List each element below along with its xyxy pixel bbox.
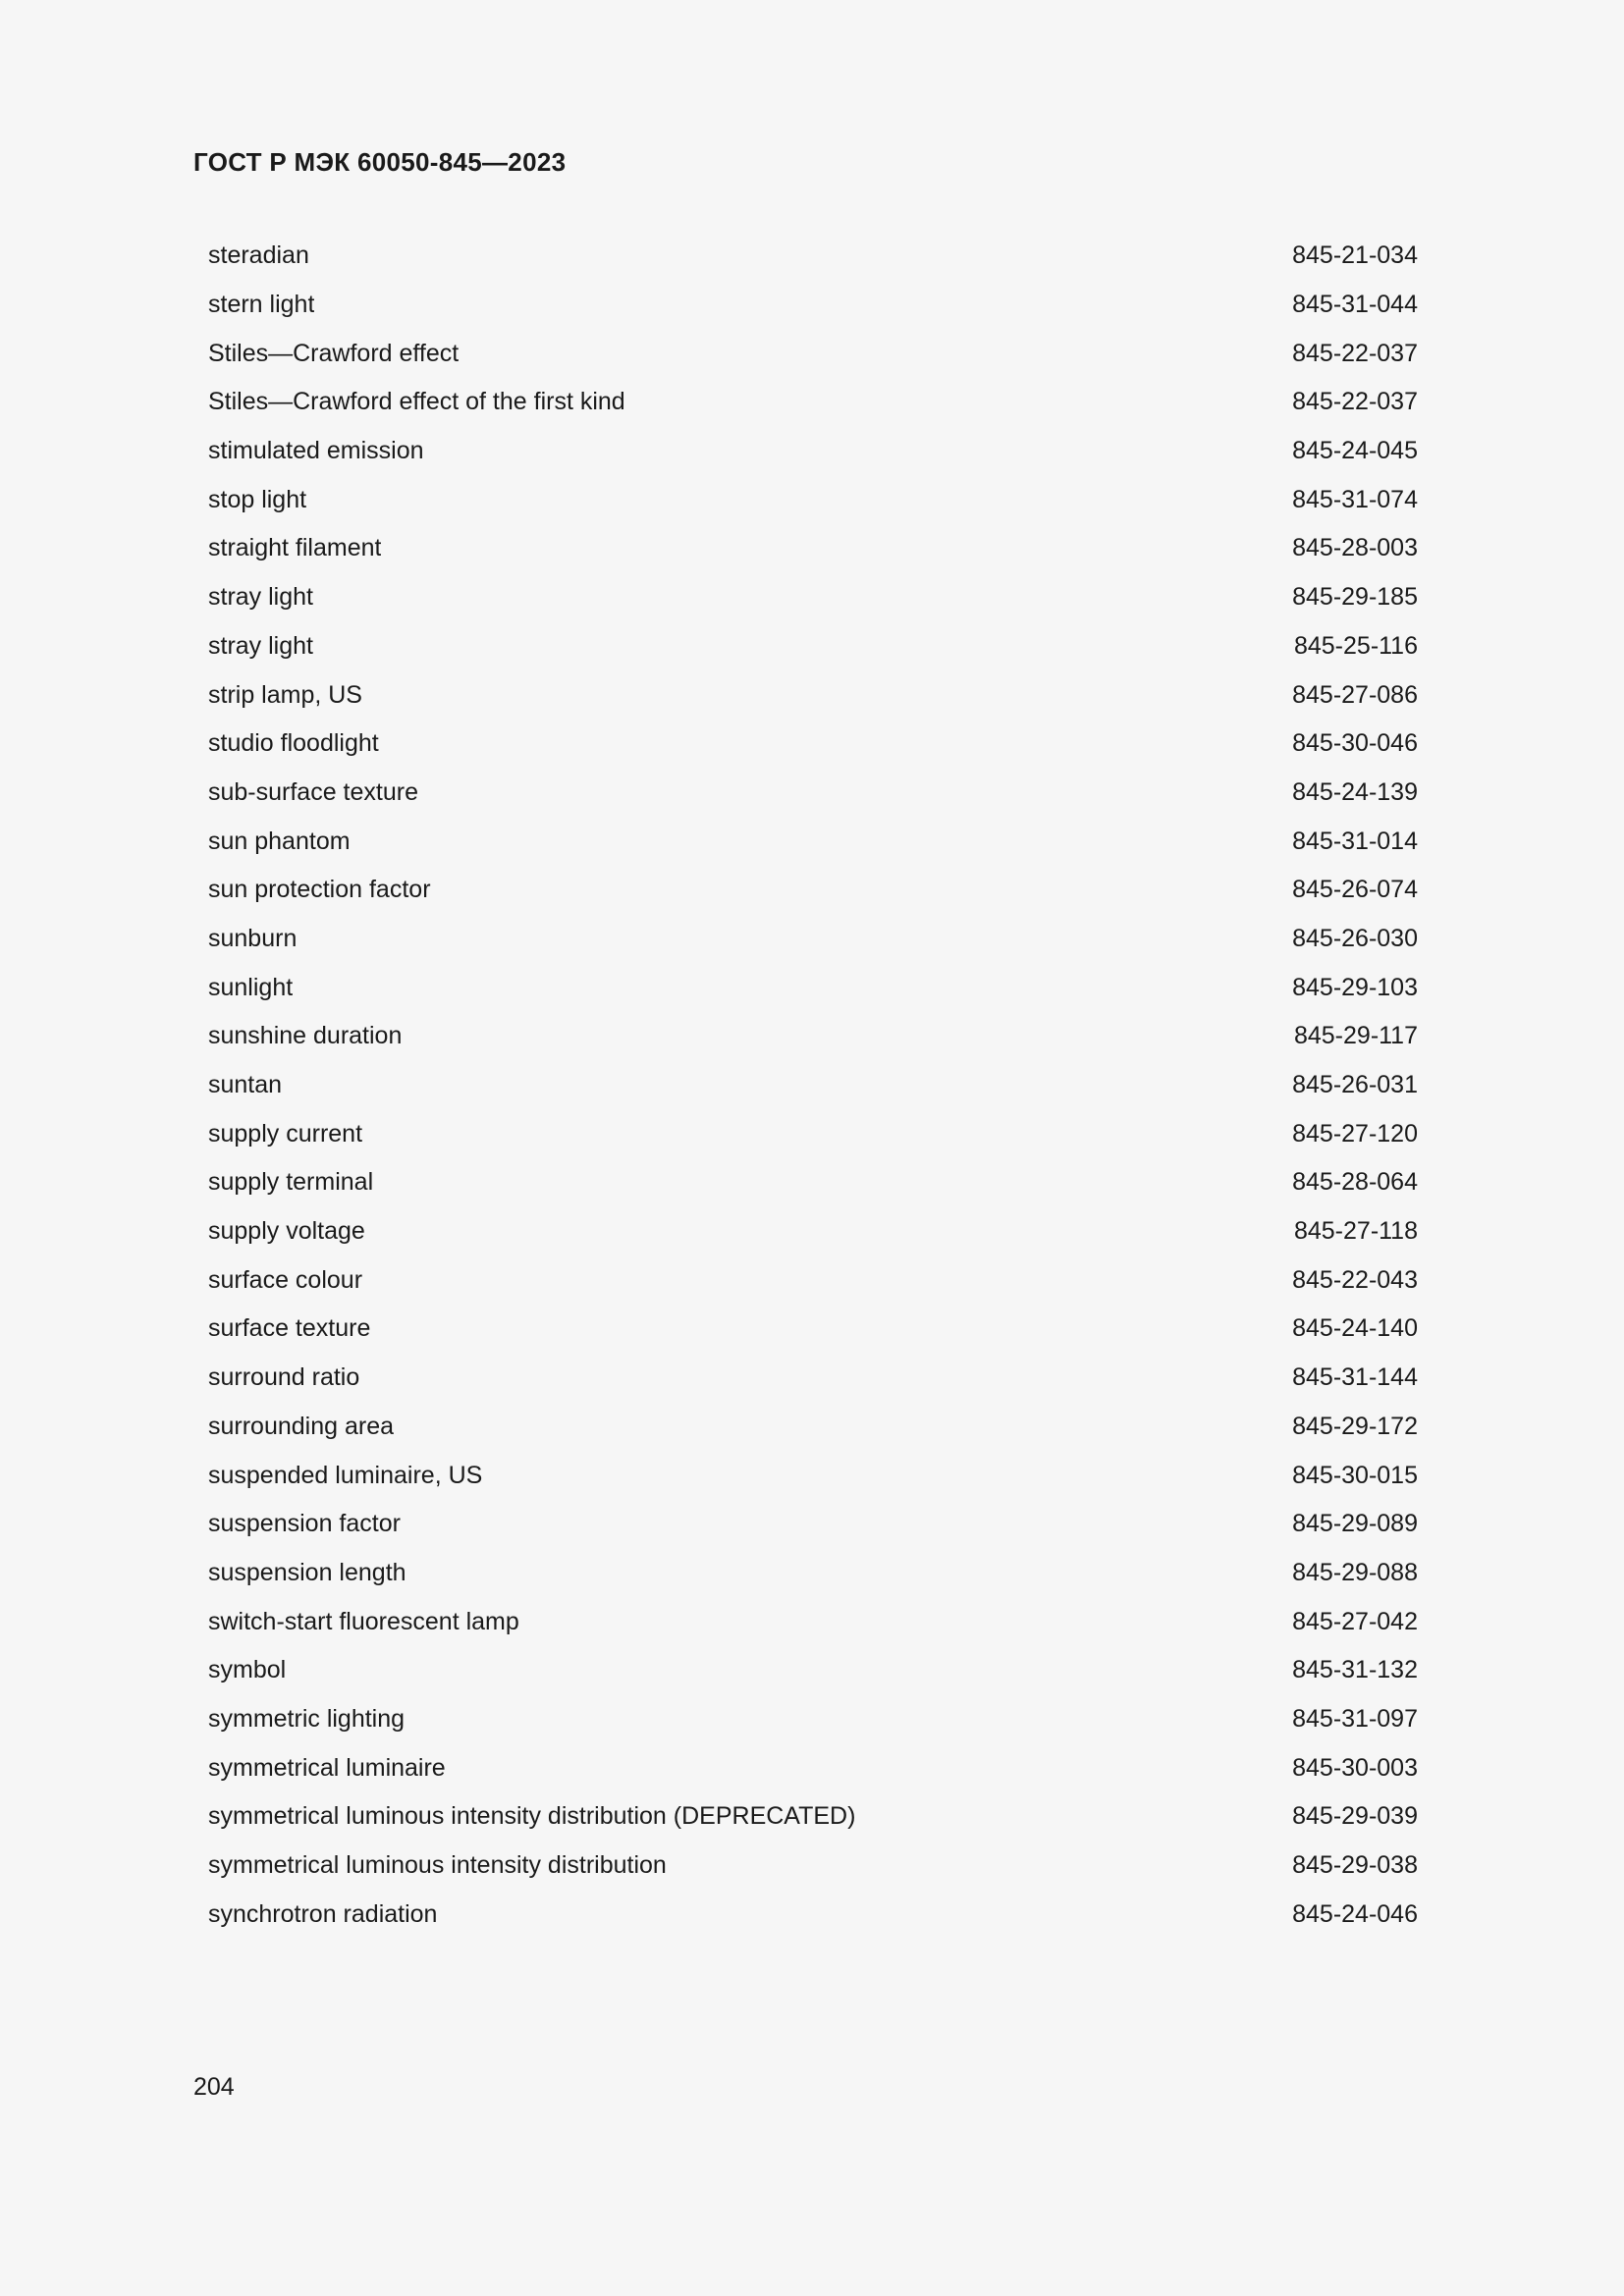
term-row <box>208 1451 1418 1500</box>
term-code: 845-27-086 <box>1292 680 1418 709</box>
term-code: 845-24-140 <box>1292 1314 1418 1343</box>
term-code: 845-31-074 <box>1292 485 1418 513</box>
term-name: supply terminal <box>208 1168 374 1197</box>
term-name: suspended luminaire, US <box>208 1461 483 1489</box>
term-row <box>208 1646 1418 1695</box>
term-name: sunlight <box>208 973 294 1001</box>
term-name: symmetric lighting <box>208 1704 406 1733</box>
term-code: 845-31-097 <box>1292 1704 1418 1733</box>
term-row <box>208 1255 1418 1305</box>
term-name: supply current <box>208 1119 363 1148</box>
term-name: synchrotron radiation <box>208 1899 438 1928</box>
term-row <box>208 769 1418 818</box>
term-code: 845-27-120 <box>1292 1119 1418 1148</box>
term-row <box>208 232 1418 281</box>
term-code: 845-21-034 <box>1292 241 1418 270</box>
term-row <box>208 1890 1418 1939</box>
term-row <box>208 1354 1418 1403</box>
term-name: sun protection factor <box>208 876 431 904</box>
term-code: 845-28-064 <box>1292 1168 1418 1197</box>
term-row <box>208 1061 1418 1110</box>
term-row <box>208 1549 1418 1598</box>
term-code: 845-25-116 <box>1293 631 1418 660</box>
term-row <box>208 573 1418 622</box>
term-code: 845-29-088 <box>1292 1558 1418 1586</box>
term-row <box>208 1500 1418 1549</box>
term-name: surface colour <box>208 1265 363 1294</box>
term-index-list <box>208 232 1418 1939</box>
term-code: 845-26-031 <box>1292 1071 1418 1099</box>
term-row <box>208 915 1418 964</box>
term-code: 845-22-043 <box>1292 1265 1418 1294</box>
term-name: symbol <box>208 1656 287 1684</box>
term-code: 845-26-074 <box>1292 876 1418 904</box>
term-code: 845-29-038 <box>1292 1851 1418 1880</box>
term-row <box>208 1207 1418 1256</box>
term-row <box>208 1305 1418 1354</box>
term-name: sub-surface texture <box>208 777 418 806</box>
term-row <box>208 1695 1418 1744</box>
term-row <box>208 622 1418 671</box>
term-code: 845-22-037 <box>1292 388 1418 416</box>
term-code: 845-24-045 <box>1292 437 1418 465</box>
term-row <box>208 1012 1418 1061</box>
term-row <box>208 1158 1418 1207</box>
term-name: straight filament <box>208 534 382 562</box>
term-name: Stiles—Crawford effect of the first kind <box>208 388 625 416</box>
term-name: stimulated emission <box>208 437 424 465</box>
term-name: surrounding area <box>208 1412 395 1440</box>
term-code: 845-27-042 <box>1292 1607 1418 1635</box>
term-code: 845-29-039 <box>1292 1802 1418 1831</box>
term-name: supply voltage <box>208 1217 365 1246</box>
term-name: symmetrical luminous intensity distribution <box>208 1851 667 1880</box>
document-header: ГОСТ Р МЭК 60050-845—2023 <box>193 147 567 177</box>
term-name: sun phantom <box>208 827 351 855</box>
term-code: 845-31-044 <box>1292 291 1418 319</box>
term-code: 845-30-046 <box>1292 729 1418 758</box>
term-name: stray light <box>208 583 313 612</box>
term-name: surround ratio <box>208 1363 360 1392</box>
term-name: stern light <box>208 291 315 319</box>
term-code: 845-24-046 <box>1292 1899 1418 1928</box>
term-name: switch-start fluorescent lamp <box>208 1607 519 1635</box>
term-name: stray light <box>208 631 313 660</box>
term-name: strip lamp, US <box>208 680 362 709</box>
term-row <box>208 1743 1418 1792</box>
term-name: Stiles—Crawford effect <box>208 339 460 367</box>
term-name: studio floodlight <box>208 729 379 758</box>
term-code: 845-24-139 <box>1292 777 1418 806</box>
term-name: suspension length <box>208 1558 406 1586</box>
term-name: suntan <box>208 1071 283 1099</box>
page-number: 204 <box>193 2073 235 2101</box>
term-name: suspension factor <box>208 1510 401 1538</box>
term-row <box>208 963 1418 1012</box>
term-code: 845-29-103 <box>1292 973 1418 1001</box>
term-row <box>208 1109 1418 1158</box>
term-row <box>208 281 1418 330</box>
term-name: steradian <box>208 241 309 270</box>
term-row <box>208 475 1418 524</box>
term-row <box>208 329 1418 378</box>
term-name: sunburn <box>208 924 298 952</box>
term-code: 845-30-003 <box>1292 1753 1418 1782</box>
term-row <box>208 720 1418 769</box>
term-row <box>208 524 1418 573</box>
term-row <box>208 427 1418 476</box>
term-row <box>208 1792 1418 1842</box>
term-code: 845-28-003 <box>1292 534 1418 562</box>
term-name: symmetrical luminaire <box>208 1753 446 1782</box>
term-code: 845-29-089 <box>1292 1510 1418 1538</box>
term-row <box>208 866 1418 915</box>
term-name: stop light <box>208 485 307 513</box>
term-code: 845-30-015 <box>1292 1461 1418 1489</box>
term-row <box>208 1842 1418 1891</box>
term-row <box>208 670 1418 720</box>
term-name: surface texture <box>208 1314 371 1343</box>
term-row <box>208 817 1418 866</box>
term-code: 845-29-117 <box>1293 1022 1418 1050</box>
term-row <box>208 378 1418 427</box>
term-code: 845-27-118 <box>1293 1217 1418 1246</box>
term-name: sunshine duration <box>208 1022 403 1050</box>
term-code: 845-31-144 <box>1292 1363 1418 1392</box>
term-code: 845-31-014 <box>1292 827 1418 855</box>
term-name: symmetrical luminous intensity distribution (DEPRECATED) <box>208 1802 856 1831</box>
term-code: 845-31-132 <box>1292 1656 1418 1684</box>
term-code: 845-29-172 <box>1292 1412 1418 1440</box>
term-code: 845-26-030 <box>1292 924 1418 952</box>
term-row <box>208 1597 1418 1646</box>
term-code: 845-29-185 <box>1292 583 1418 612</box>
term-code: 845-22-037 <box>1292 339 1418 367</box>
term-row <box>208 1403 1418 1452</box>
